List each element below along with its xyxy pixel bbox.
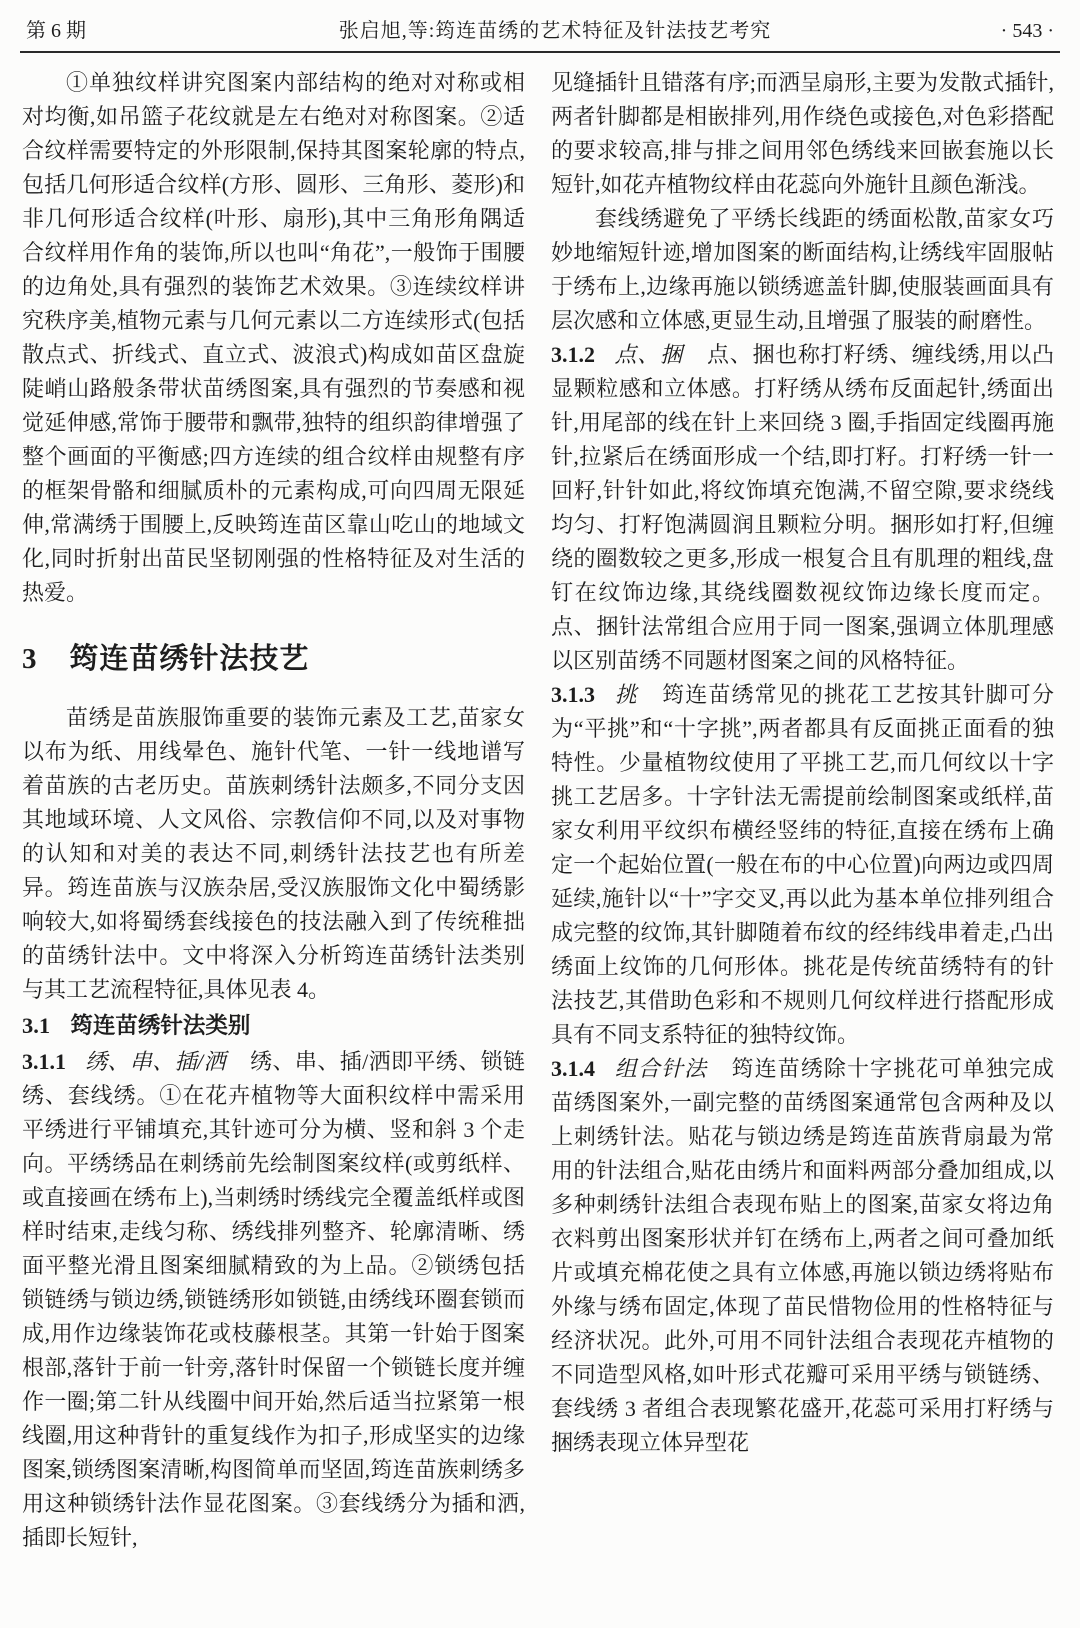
- page-number: · 543 ·: [1000, 20, 1054, 42]
- section-heading-3: [22, 636, 525, 677]
- paragraph-3-1-1-number: 3.1.1: [22, 1049, 66, 1074]
- paragraph-3-1-4: [551, 1052, 1054, 1460]
- section-title: 筠连苗绣针法技艺: [69, 643, 310, 675]
- paragraph-3-1-1-continued: 见缝插针且错落有序;而洒呈扇形,主要为发散式插针,两者针脚都是相嵌排列,用作绕色或接色,对色彩搭配的要求较高,排与排之间用邻色绣线来回嵌套施以长短针,如花卉植物纹样由花蕊向外施针且颜色渐浅。: [551, 70, 1054, 197]
- paragraph-3-1-1-text: 绣、串、插/洒即平绣、锁链绣、套线绣。①在花卉植物等大面积纹样中需采用平绣进行平铺填充,其针迹可分为横、竖和斜 3 个走向。平绣绣品在刺绣前先绘制图案纹样(或剪纸样、或直接画在绣布上),当刺绣时绣线完全覆盖纸样或图样时结束,走线匀称、绣线排列整齐、轮廓清晰、绣面平整光滑且图案细腻精致的为上品。②锁绣包括锁链绣与锁边绣,锁链绣形如锁链,由绣线环圈套锁而成,用作边缘装饰花或枝藤根茎。其第一针始于图案根部,落针于前一针旁,落针时保留一个锁链长度并缠作一圈;第二针从线圈中间开始,然后适当拉紧第一根线圈,用这种背针的重复线作为扣子,形成坚实的边缘图案,锁绣图案清晰,构图简单而坚固,筠连苗族刺绣多用这种锁绣针法作显花图案。③套线绣分为插和洒, 插即长短针,: [22, 1049, 525, 1550]
- paragraph-3-1-2-number: 3.1.2: [551, 342, 595, 367]
- subsection-title: 筠连苗绣针法类别: [70, 1013, 251, 1038]
- issue-number: 第 6 期: [26, 20, 86, 42]
- paragraph-3-1-4-term: 组合针法: [613, 1056, 708, 1081]
- paragraph-3-1-3-text: 筠连苗绣常见的挑花工艺按其针脚可分为“平挑”和“十字挑”,两者都具有反面挑正面看的独特性。少量植物纹使用了平挑工艺,而几何纹以十字挑工艺居多。十字针法无需提前绘制图案或纸样,苗家女利用平纹织布横经竖纬的特征,直接在绣布上确定一个起始位置(一般在布的中心位置)向两边或四周延续,施针以“十”字交叉,再以此为基本单位排列组合成完整的纹饰,其针脚随着布纹的经纬线串着走,凸出绣面上纹饰的几何形体。挑花是传统苗绣特有的针法技艺,其借助色彩和不规则几何纹样进行搭配形成具有不同支系特征的独特纹饰。: [551, 682, 1054, 1047]
- subsection-number: 3.1: [22, 1013, 51, 1038]
- paragraph-3-1-1: [22, 1045, 525, 1555]
- page-header: [0, 0, 1080, 49]
- section-number: 3: [22, 643, 38, 675]
- paragraph-3-1-2-term: 点、捆: [613, 342, 683, 367]
- paragraph-taoxianxiu: 套线绣避免了平绣长线距的绣面松散,苗家女巧妙地缩短针迹,增加图案的断面结构,让绣线牢固服帖于绣布上,边缘再施以锁绣遮盖针脚,使服装画面具有层次感和立体感,更显生动,且增强了服装的耐磨性。: [551, 206, 1054, 333]
- paragraph-3-1-2-text: 点、捆也称打籽绣、缠线绣,用以凸显颗粒感和立体感。打籽绣从绣布反面起针,绣面出针,用尾部的线在针上来回绕 3 圈,手指固定线圈再施针,拉紧后在绣面形成一个结,即打籽。打籽绣一针一回籽,针针如此,将纹饰填充饱满,不留空隙,要求绕线均匀、打籽饱满圆润且颗粒分明。捆形如打籽,但缠绕的圈数较之更多,形成一根复合且有肌理的粗线,盘钉在纹饰边缘,其绕线圈数视纹饰边缘长度而定。点、捆针法常组合应用于同一图案,强调立体肌理感以区别苗绣不同题材图案之间的风格特征。: [551, 342, 1054, 673]
- subsection-heading-3-1: [22, 1008, 525, 1044]
- paragraph-miao-intro: 苗绣是苗族服饰重要的装饰元素及工艺,苗家女以布为纸、用线晕色、施针代笔、一针一线地谱写着苗族的古老历史。苗族刺绣针法颇多,不同分支因其地域环境、人文风俗、宗教信仰不同,以及对事物的认知和对美的表达不同,刺绣针法技艺也有所差异。筠连苗族与汉族杂居,受汉族服饰文化中蜀绣影响较大,如将蜀绣套线接色的技法融入到了传统稚拙的苗绣针法中。文中将深入分析筠连苗绣针法类别与其工艺流程特征,具体见表 4。: [22, 705, 525, 1002]
- paragraph-3-1-3-number: 3.1.3: [551, 682, 595, 707]
- paragraph-pattern-types: ①单独纹样讲究图案内部结构的绝对对称或相对均衡,如吊篮子花纹就是左右绝对对称图案。②适合纹样需要特定的外形限制,保持其图案轮廓的特点,包括几何形适合纹样(方形、圆形、三角形、菱形)和非几何形适合纹样(叶形、扇形),其中三角形角隅适合纹样用作角的装饰,所以也叫“角花”,一般饰于围腰的边角处,具有强烈的装饰艺术效果。③连续纹样讲究秩序美,植物元素与几何元素以二方连续形式(包括散点式、折线式、直立式、波浪式)构成如苗区盘旋陡峭山路般条带状苗绣图案,具有强烈的节奏感和视觉延伸感,常饰于腰带和飘带,独特的组织韵律增强了整个画面的平衡感;四方连续的组合纹样由规整有序的框架骨骼和细腻质朴的元素构成,可向四周无限延伸,常满绣于围腰上,反映筠连苗区靠山吃山的地域文化,同时折射出苗民坚韧刚强的性格特征及对生活的热爱。: [22, 70, 525, 605]
- paragraph-3-1-1-term: 绣、串、插/洒: [84, 1049, 226, 1074]
- two-column-body: [0, 53, 1080, 1555]
- paragraph-3-1-3-term: 挑: [613, 682, 638, 707]
- paragraph-3-1-4-text: 筠连苗绣除十字挑花可单独完成苗绣图案外,一副完整的苗绣图案通常包含两种及以上刺绣针法。贴花与锁边绣是筠连苗族背扇最为常用的针法组合,贴花由绣片和面料两部分叠加组成,以多种刺绣针法组合表现布贴上的图案,苗家女将边角衣料剪出图案形状并钉在绣布上,两者之间可叠加纸片或填充棉花使之具有立体感,再施以锁边绣将贴布外缘与绣布固定,体现了苗民惜物俭用的性格特征与经济状况。此外,可用不同针法组合表现花卉植物的不同造型风格,如叶形式花瓣可采用平绣与锁链绣、套线绣 3 者组合表现繁花盛开,花蕊可采用打籽绣与捆绣表现立体异型花: [551, 1056, 1054, 1455]
- paragraph-3-1-3: [551, 678, 1054, 1052]
- paragraph-3-1-4-number: 3.1.4: [551, 1056, 595, 1081]
- left-column: [22, 66, 525, 1555]
- running-title: 张启旭,等:筠连苗绣的艺术特征及针法技艺考究: [338, 20, 772, 42]
- right-column: [551, 66, 1054, 1555]
- paragraph-3-1-2: [551, 338, 1054, 678]
